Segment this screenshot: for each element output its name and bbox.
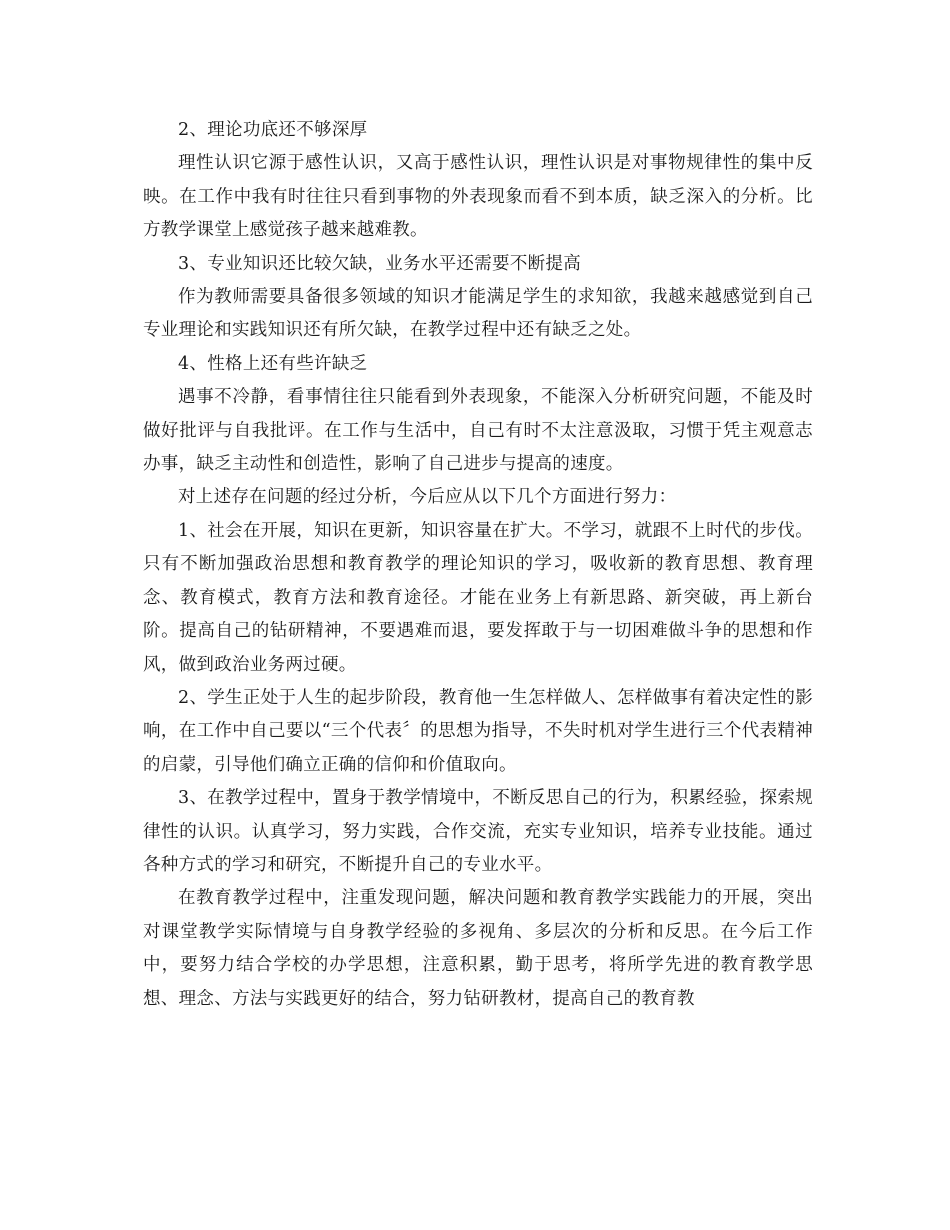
section-heading-2: 2、理论功底还不够深厚 (178, 120, 368, 140)
paragraph-improvement-1: 1、社会在开展，知识在更新，知识容量在扩大。不学习，就跟不上时代的步伐。只有不断加强政治思想和教育教学的理论知识的学习，吸收新的教育思想、教育理念、教育模式，教育方法和教育途径。才能在业务上有新思路、新突破，再上新台阶。提高自己的钻研精神，不要遇难而退，要发挥敢于与一切困难做斗争的思想和作风，做到政治业务两过硬。 (143, 520, 813, 675)
paragraph-closing: 在教育教学过程中，注重发现问题，解决问题和教育教学实践能力的开展，突出对课堂教学实际情境与自身教学经验的多视角、多层次的分析和反思。在今后工作中，要努力结合学校的办学思想，注意积累，勤于思考，将所学先进的教育教学思想、理念、方法与实践更好的结合，努力钻研教材，提高自己的教育教 (143, 888, 813, 1009)
paragraph-improvement-3: 3、在教学过程中，置身于教学情境中，不断反思自己的行为，积累经验，探索规律性的认识。认真学习，努力实践，合作交流，充实专业知识，培养专业技能。通过各种方式的学习和研究，不断提升自己的专业水平。 (143, 788, 813, 875)
section-heading-4: 4、性格上还有些许缺乏 (178, 353, 368, 374)
paragraph-improvement-2: 2、学生正处于人生的起步阶段，教育他一生怎样做人、怎样做事有着决定性的影响，在工作中自己要以“三个代表〞的思想为指导，不失时机对学生进行三个代表精神的启蒙，引导他们确立正确的信仰和价值取向。 (143, 687, 813, 775)
paragraph-rational-knowledge: 理性认识它源于感性认识，又高于感性认识，理性认识是对事物规律性的集中反映。在工作中我有时往往只看到事物的外表现象而看不到本质，缺乏深入的分析。比方教学课堂上感觉孩子越来越难教。 (143, 153, 813, 241)
paragraph-teacher-knowledge: 作为教师需要具备很多领域的知识才能满足学生的求知欲，我越来越感觉到自己专业理论和实践知识还有所欠缺，在教学过程中还有缺乏之处。 (143, 287, 813, 341)
document-body (143, 114, 813, 1016)
section-heading-3: 3、专业知识还比较欠缺，业务水平还需要不断提高 (178, 253, 582, 274)
paragraph-improvement-intro: 对上述存在问题的经过分析，今后应从以下几个方面进行努力： (178, 487, 677, 508)
paragraph-personality: 遇事不冷静，看事情往往只能看到外表现象，不能深入分析研究问题，不能及时做好批评与自我批评。在工作与生活中，自己有时不太注意汲取，习惯于凭主观意志办事，缺乏主动性和创造性，影响了自己进步与提高的速度。 (143, 387, 813, 475)
